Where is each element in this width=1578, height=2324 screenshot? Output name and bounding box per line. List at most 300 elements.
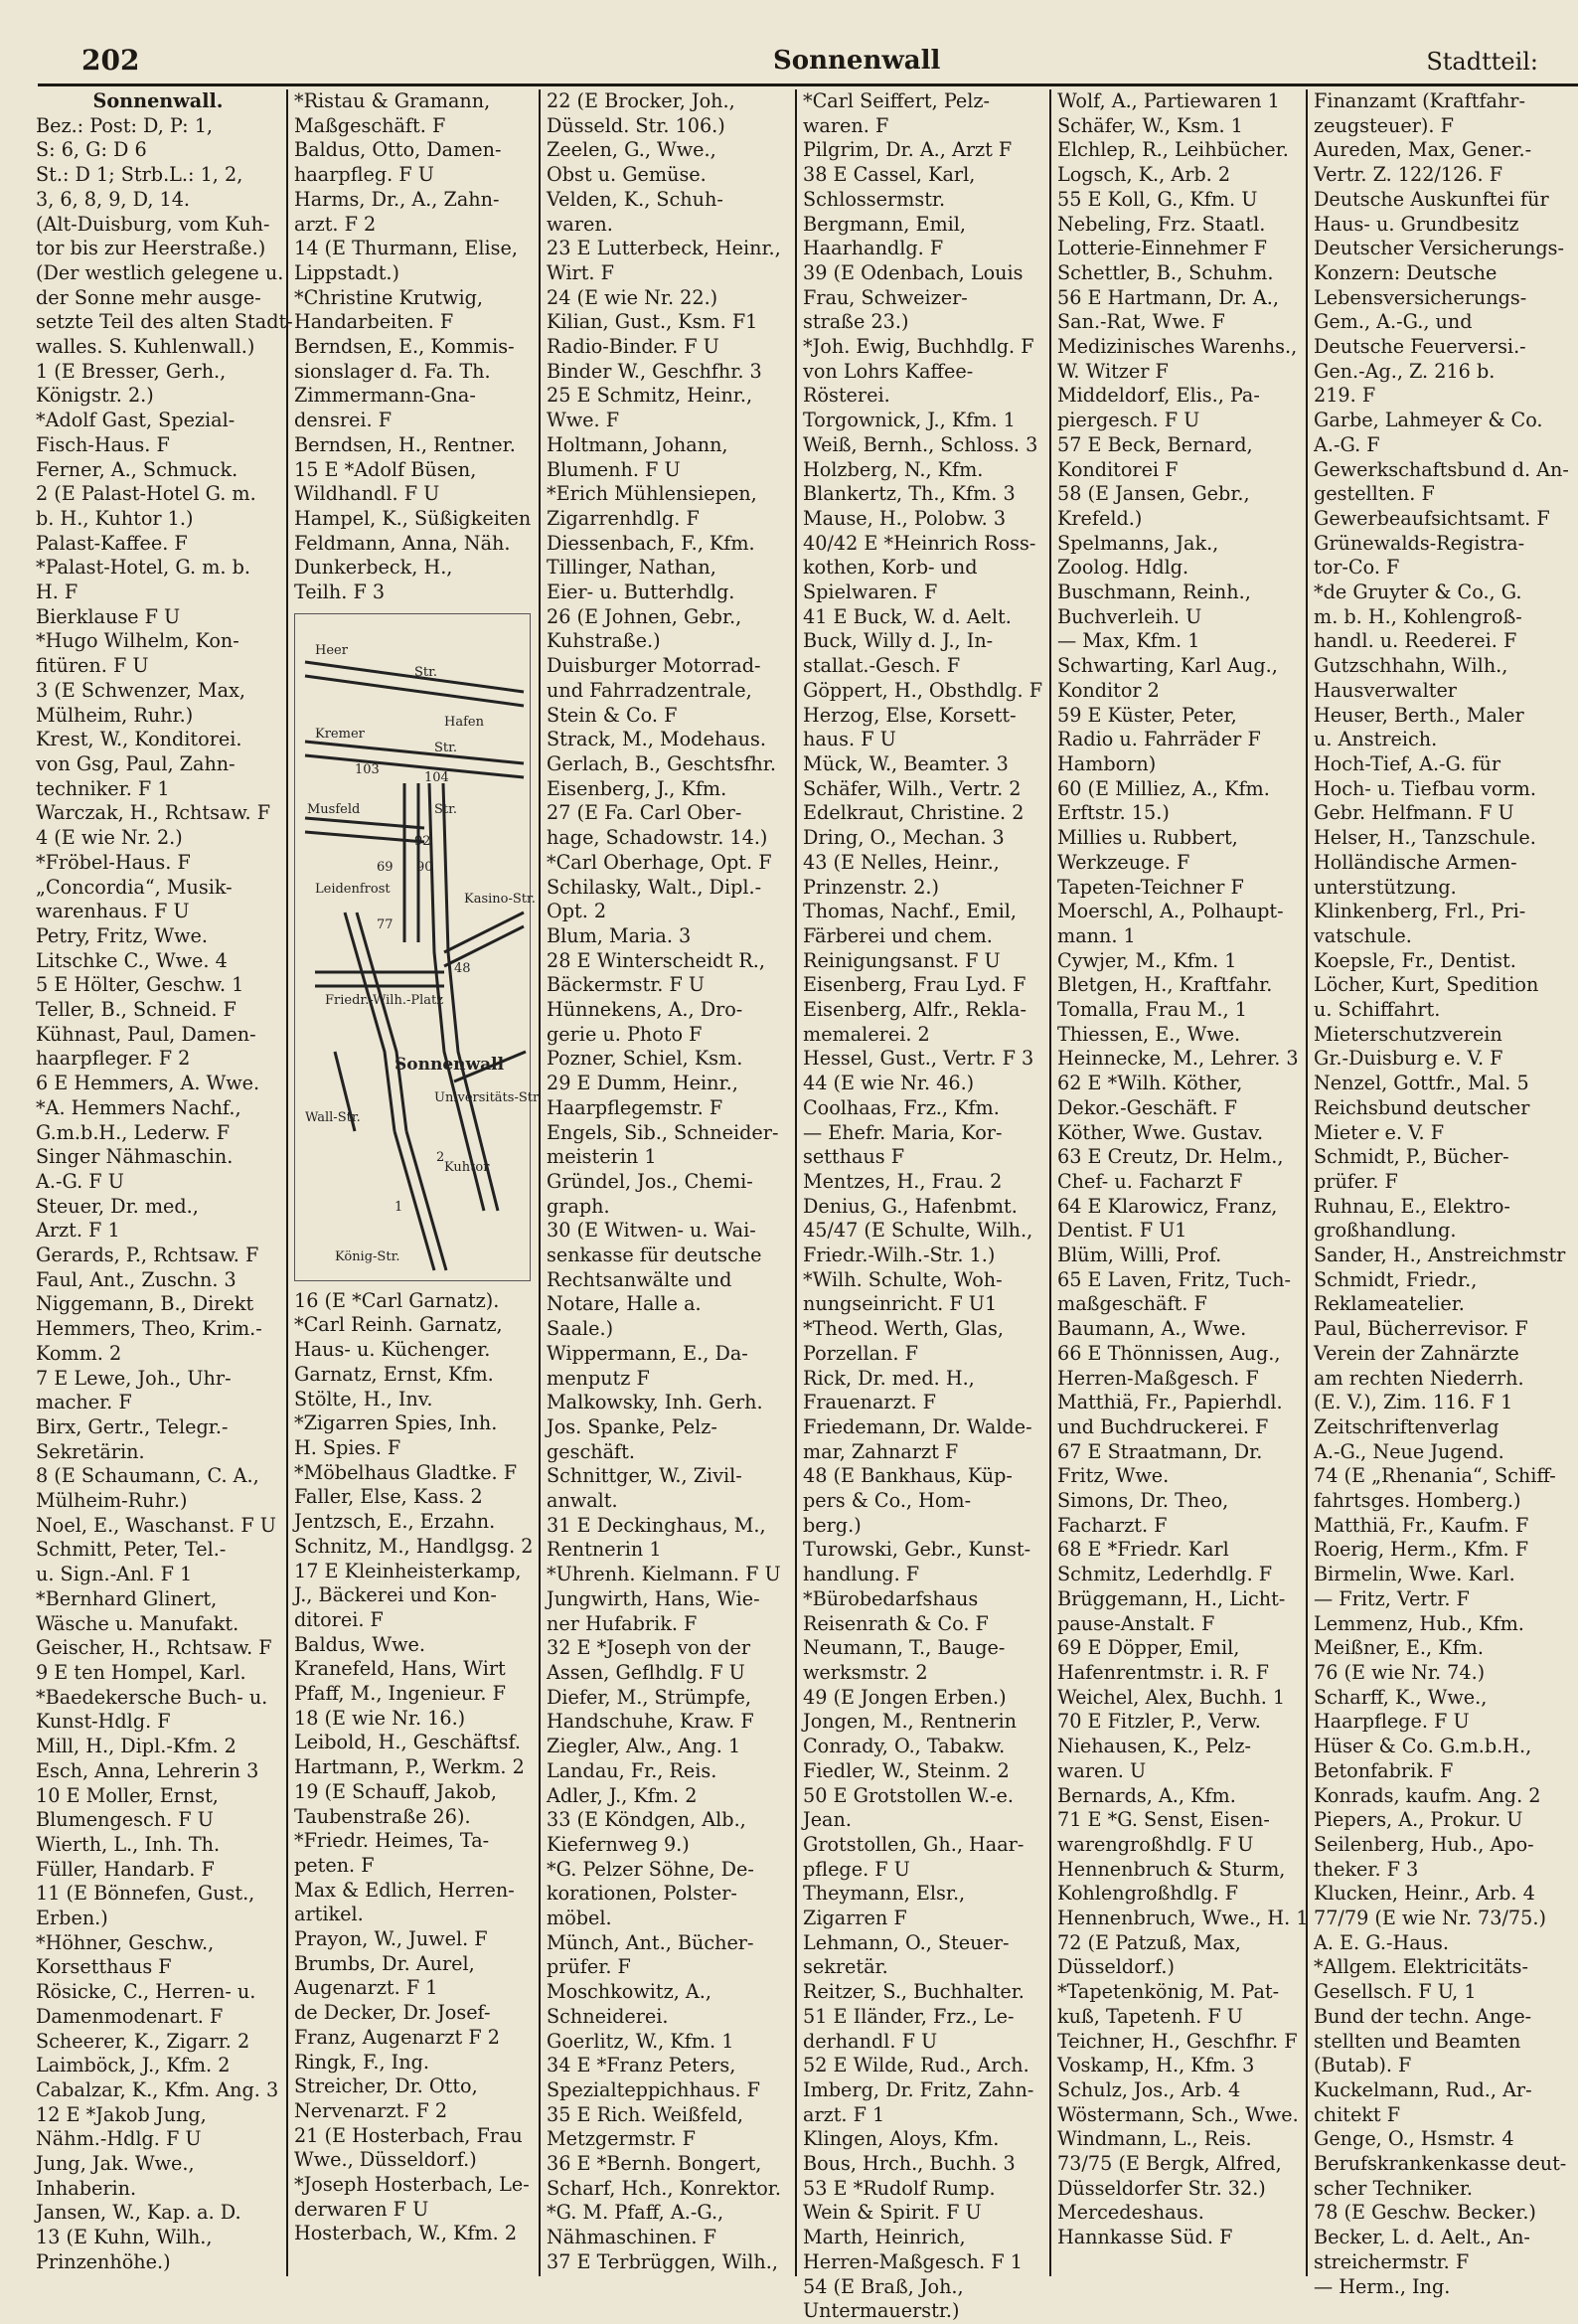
directory-entry-line: und Fahrradzentrale,: [547, 678, 752, 702]
directory-entry-line: Düsseldorf.): [1057, 1955, 1175, 1979]
directory-entry-line: Geischer, H., Rchtsaw. F: [36, 1636, 272, 1660]
directory-entry-line: Fritz, Wwe.: [1057, 1464, 1170, 1488]
directory-entry-line: Hennenbruch & Sturm,: [1057, 1857, 1286, 1881]
directory-entry-line: Marth, Heinrich,: [803, 2226, 966, 2249]
directory-entry-line: 10 E Moller, Ernst,: [36, 1783, 219, 1807]
directory-entry-line: Malkowsky, Inh. Gerh.: [547, 1391, 763, 1414]
directory-entry-line: 77/79 (E wie Nr. 73/75.): [1314, 1907, 1546, 1930]
directory-entry-line: Weichel, Alex, Buchh. 1: [1057, 1685, 1286, 1709]
directory-entry-line: berg.): [803, 1513, 862, 1537]
directory-entry-line: 16 (E *Carl Garnatz).: [294, 1288, 500, 1312]
map-label-90: 90: [416, 859, 433, 875]
directory-entry-line: A.-G., Neue Jugend.: [1314, 1439, 1504, 1463]
directory-entry-line: Zoolog. Hdlg.: [1057, 556, 1189, 580]
directory-entry-line: 32 E *Joseph von der: [547, 1636, 751, 1660]
directory-entry-line: macher. F: [36, 1391, 132, 1414]
directory-entry-line: *Zigarren Spies, Inh.: [294, 1411, 498, 1435]
directory-entry-line: Nähmaschinen. F: [547, 2226, 716, 2249]
directory-entry-line: *Theod. Werth, Glas,: [803, 1317, 1004, 1341]
directory-entry-line: Moschkowitz, A.,: [547, 1980, 711, 2004]
directory-entry-line: A. E. G.-Haus.: [1314, 1930, 1449, 1954]
directory-entry-line: Reisenrath & Co. F: [803, 1611, 989, 1635]
directory-entry-line: Duisburger Motorrad-: [547, 654, 761, 678]
directory-entry-line: Blumenh. F U: [547, 457, 681, 481]
directory-entry-line: Blum, Maria. 3: [547, 923, 692, 947]
directory-entry-line: densrei. F: [294, 409, 393, 432]
directory-entry-line: *Palast-Hotel, G. m. b.: [36, 556, 250, 580]
directory-entry-line: Nähm.-Hdlg. F U: [36, 2127, 202, 2151]
directory-entry-line: 40/42 E *Heinrich Ross-: [803, 531, 1036, 555]
directory-entry-line: scher Techniker.: [1314, 2176, 1473, 2200]
directory-entry-line: graph.: [547, 1194, 610, 1218]
directory-entry-line: Torgownick, J., Kfm. 1: [803, 409, 1016, 432]
directory-entry-line: *Bernhard Glinert,: [36, 1586, 218, 1610]
directory-entry-line: Middeldorf, Elis., Pa-: [1057, 384, 1260, 408]
directory-entry-line: von Gsg, Paul, Zahn-: [36, 751, 236, 775]
directory-entry-line: haarpfleg. F U: [294, 163, 434, 187]
directory-entry-line: 2 (E Palast-Hotel G. m.: [36, 482, 256, 506]
directory-entry-line: u. Anstreich.: [1314, 728, 1438, 751]
directory-entry-line: Konditor 2: [1057, 678, 1160, 702]
directory-entry-line: Düsseld. Str. 106.): [547, 113, 725, 137]
directory-entry-line: Mülheim, Ruhr.): [36, 703, 194, 727]
directory-entry-line: — Herm., Ing.: [1314, 2274, 1451, 2298]
directory-entry-line: Lemmenz, Hub., Kfm.: [1314, 1611, 1524, 1635]
directory-entry-line: Gr.-Duisburg e. V. F: [1314, 1047, 1503, 1071]
directory-entry-line: Streicher, Dr. Otto,: [294, 2075, 478, 2098]
directory-entry-line: mar, Zahnarzt F: [803, 1439, 959, 1463]
directory-entry-line: Franz, Augenarzt F 2: [294, 2025, 500, 2049]
directory-entry-line: Eisenberg, Alfr., Rekla-: [803, 998, 1026, 1022]
map-label-universitaets: Universitäts-Str.: [434, 1089, 542, 1105]
directory-entry-line: Pozner, Schiel, Ksm.: [547, 1047, 743, 1071]
directory-entry-line: ditorei. F: [294, 1607, 384, 1631]
directory-entry-line: sionslager d. Fa. Th.: [294, 359, 491, 383]
directory-entry-line: Garnatz, Ernst, Kfm.: [294, 1362, 494, 1386]
directory-entry-line: Gebr. Helfmann. F U: [1314, 801, 1514, 825]
directory-entry-line: 43 (E Nelles, Heinr.,: [803, 850, 1000, 874]
directory-entry-line: Jung, Jak. Wwe.,: [36, 2152, 195, 2176]
directory-entry-line: Schilasky, Walt., Dipl.-: [547, 875, 762, 899]
directory-entry-line: 1 (E Bresser, Gerh.,: [36, 359, 227, 383]
directory-entry-line: handlung. F: [803, 1563, 920, 1586]
directory-entry-line: 64 E Klarowicz, Franz,: [1057, 1194, 1278, 1218]
directory-entry-line: Hannkasse Süd. F: [1057, 2226, 1233, 2249]
directory-entry-line: Teichner, H., Geschfhr. F: [1057, 2029, 1298, 2053]
map-label-kremer: Kremer: [315, 726, 365, 742]
directory-entry-line: Gewerkschaftsbund d. An-: [1314, 457, 1569, 481]
map-label-kuhtor: Kuhtor: [444, 1159, 490, 1175]
directory-entry-line: Eier- u. Butterhdlg.: [547, 581, 735, 604]
directory-entry-line: Conrady, O., Tabakw.: [803, 1735, 1006, 1758]
directory-entry-line: 60 (E Milliez, A., Kfm.: [1057, 776, 1270, 800]
directory-entry-line: Hoch-Tief, A.-G. für: [1314, 751, 1501, 775]
directory-entry-line: Diessenbach, F., Kfm.: [547, 531, 755, 555]
directory-entry-line: Brüggemann, H., Licht-: [1057, 1586, 1286, 1610]
street-map: [294, 613, 542, 1281]
directory-entry-line: 7 E Lewe, Joh., Uhr-: [36, 1366, 232, 1390]
directory-entry-line: Verein der Zahnärzte: [1314, 1341, 1519, 1365]
directory-entry-line: setzte Teil des alten Stadt-: [36, 310, 293, 334]
directory-entry-line: arzt. F 1: [803, 2102, 885, 2126]
page-number: 202: [81, 44, 140, 77]
column-5: [1051, 89, 1308, 2276]
directory-entry-line: handl. u. Reederei. F: [1314, 629, 1517, 653]
directory-entry-line: unterstützung.: [1314, 875, 1457, 899]
directory-entry-line: Mieter e. V. F: [1314, 1120, 1445, 1144]
directory-entry-line: Wolf, A., Partiewaren 1: [1057, 89, 1280, 112]
directory-entry-line: Lehmann, O., Steuer-: [803, 1930, 1010, 1954]
directory-entry-line: 59 E Küster, Peter,: [1057, 703, 1237, 727]
directory-entry-line: techniker. F 1: [36, 776, 170, 800]
directory-entry-line: Edelkraut, Christine. 2: [803, 801, 1025, 825]
directory-entry-line: Bierklause F U: [36, 604, 181, 628]
directory-entry-line: *Carl Oberhage, Opt. F: [547, 850, 772, 874]
directory-entry-line: Erftstr. 15.): [1057, 801, 1170, 825]
directory-entry-line: Rösterei.: [803, 384, 890, 408]
directory-entry-line: Zigarren F: [803, 1907, 907, 1930]
directory-entry-line: Ziegler, Alw., Ang. 1: [547, 1735, 741, 1758]
directory-entry-line: waren.: [547, 212, 613, 236]
directory-entry-line: Prayon, W., Juwel. F: [294, 1927, 488, 1951]
directory-entry-line: 50 E Grotstollen W.-e.: [803, 1783, 1014, 1807]
directory-entry-line: Kiefernweg 9.): [547, 1832, 690, 1856]
directory-entry-line: (Alt-Duisburg, vom Kuh-: [36, 212, 270, 236]
directory-entry-line: Rechtsanwälte und: [547, 1267, 732, 1291]
directory-entry-line: Korsetthaus F: [36, 1955, 172, 1979]
directory-entry-line: Jean.: [803, 1808, 852, 1832]
directory-entry-line: 70 E Fitzler, P., Verw.: [1057, 1710, 1261, 1734]
directory-entry-line: Theymann, Elsr.,: [803, 1882, 966, 1906]
directory-entry-line: *G. Pelzer Söhne, De-: [547, 1857, 754, 1881]
directory-entry-line: 6 E Hemmers, A. Wwe.: [36, 1072, 260, 1095]
directory-entry-line: Harms, Dr., A., Zahn-: [294, 187, 500, 211]
directory-entry-line: Hoch- u. Tiefbau vorm.: [1314, 776, 1536, 800]
directory-entry-line: Zeelen, G., Wwe.,: [547, 138, 716, 162]
directory-entry-line: Wwe. F: [547, 409, 620, 432]
directory-entry-line: 41 E Buck, W. d. Aelt.: [803, 604, 1012, 628]
directory-entry-line: Porzellan. F: [803, 1341, 918, 1365]
directory-entry-line: Weiß, Bernh., Schloss. 3: [803, 432, 1038, 456]
directory-entry-line: Herzog, Else, Korsett-: [803, 703, 1017, 727]
directory-entry-line: Klinkenberg, Frl., Pri-: [1314, 900, 1526, 923]
directory-entry-line: Millies u. Rubbert,: [1057, 826, 1238, 850]
directory-entry-line: Thiessen, E., Wwe.: [1057, 1022, 1241, 1046]
directory-entry-line: Konrads, kaufm. Ang. 2: [1314, 1783, 1541, 1807]
directory-entry-line: Stölte, H., Inv.: [294, 1387, 433, 1411]
directory-entry-line: Helser, H., Tanzschule.: [1314, 826, 1536, 850]
directory-entry-line: derhandl. F U: [803, 2029, 938, 2053]
page-title: Sonnenwall: [773, 46, 941, 76]
directory-entry-line: Königstr. 2.): [36, 384, 154, 408]
directory-entry-line: Velden, K., Schuh-: [547, 187, 723, 211]
directory-entry-line: *Erich Mühlensiepen,: [547, 482, 757, 506]
directory-entry-line: 19 (E Schauff, Jakob,: [294, 1779, 497, 1803]
directory-entry-line: menputz F: [547, 1366, 650, 1390]
directory-entry-line: peten. F: [294, 1853, 375, 1877]
directory-entry-line: Lotterie-Einnehmer F: [1057, 237, 1267, 260]
directory-entry-line: Roerig, Herm., Kfm. F: [1314, 1538, 1529, 1562]
directory-entry-line: walles. S. Kuhlenwall.): [36, 335, 255, 359]
directory-entry-line: Reinigungsanst. F U: [803, 948, 1001, 972]
directory-entry-line: chitekt F: [1314, 2102, 1401, 2126]
directory-entry-line: Imberg, Dr. Fritz, Zahn-: [803, 2077, 1034, 2101]
directory-entry-line: 34 E *Franz Peters,: [547, 2054, 736, 2077]
directory-entry-line: Holländische Armen-: [1314, 850, 1517, 874]
directory-entry-line: straße 23.): [803, 310, 909, 334]
directory-entry-line: Metzgermstr. F: [547, 2127, 696, 2151]
map-label-sonnenwall: Sonnenwall: [394, 1054, 505, 1075]
directory-entry-line: Damenmodenart. F: [36, 2004, 224, 2028]
directory-entry-line: Becker, L. d. Aelt., An-: [1314, 2226, 1530, 2249]
directory-entry-line: Radio-Binder. F U: [547, 335, 719, 359]
directory-entry-line: Schettler, B., Schuhm.: [1057, 260, 1274, 284]
directory-entry-line: Krest, W., Konditorei.: [36, 728, 242, 751]
directory-entry-line: Ruhnau, E., Elektro-: [1314, 1194, 1510, 1218]
map-label-kasino: Kasino-Str.: [464, 891, 536, 907]
directory-entry-line: prüfer. F: [547, 1955, 631, 1979]
directory-entry-line: 28 E Winterscheidt R.,: [547, 948, 765, 972]
directory-entry-line: Max & Edlich, Herren-: [294, 1878, 515, 1902]
directory-entry-line: San.-Rat, Wwe. F: [1057, 310, 1225, 334]
directory-entry-line: Sekretärin.: [36, 1439, 145, 1463]
directory-entry-line: Logsch, K., Arb. 2: [1057, 163, 1231, 187]
directory-entry-line: Scharf, Hch., Konrektor.: [547, 2176, 781, 2200]
directory-entry-line: Köther, Wwe. Gustav.: [1057, 1120, 1264, 1144]
directory-entry-line: Neumann, T., Bauge-: [803, 1636, 1006, 1660]
map-label-str1: Str.: [414, 664, 438, 680]
directory-entry-line: Landau, Fr., Reis.: [547, 1758, 717, 1782]
directory-entry-line: — Max, Kfm. 1: [1057, 629, 1200, 653]
directory-entry-line: Bez.: Post: D, P: 1,: [36, 113, 214, 137]
column-2: [288, 89, 541, 2276]
directory-entry-line: Zeitschriftenverlag: [1314, 1414, 1499, 1438]
directory-entry-line: Palast-Kaffee. F: [36, 531, 188, 555]
directory-entry-line: Reklameatelier.: [1314, 1292, 1465, 1316]
map-label-hafen: Hafen: [444, 714, 484, 730]
directory-entry-line: Turowski, Gebr., Kunst-: [803, 1538, 1031, 1562]
directory-entry-line: Münch, Ant., Bücher-: [547, 1930, 754, 1954]
directory-entry-line: Lippstadt.): [294, 260, 400, 284]
directory-entry-line: Spielwaren. F: [803, 581, 938, 604]
directory-entry-line: Adler, J., Kfm. 2: [547, 1783, 698, 1807]
directory-entry-line: haarpfleger. F 2: [36, 1047, 191, 1071]
directory-entry-line: Blankertz, Th., Kfm. 3: [803, 482, 1016, 506]
directory-entry-line: Kunst-Hdlg. F: [36, 1710, 171, 1734]
directory-entry-line: Augenarzt. F 1: [294, 1976, 438, 2000]
directory-entry-line: haus. F U: [803, 728, 896, 751]
directory-entry-line: *Carl Reinh. Garnatz,: [294, 1313, 503, 1337]
directory-entry-line: Wierth, L., Inh. Th.: [36, 1832, 221, 1856]
directory-entry-line: Hafenrentmstr. i. R. F: [1057, 1661, 1269, 1684]
directory-entry-line: Wirt. F: [547, 260, 614, 284]
map-label-92: 92: [414, 833, 431, 849]
directory-entry-line: m. b. H., Kohlengroß-: [1314, 604, 1522, 628]
directory-entry-line: *Joh. Ewig, Buchhdlg. F: [803, 335, 1034, 359]
directory-entry-line: Kuckelmann, Rud., Ar-: [1314, 2077, 1532, 2101]
directory-entry-line: Löcher, Kurt, Spedition: [1314, 973, 1539, 997]
directory-entry-line: Medizinisches Warenhs.,: [1057, 335, 1298, 359]
directory-entry-line: Göppert, H., Obsthdlg. F: [803, 678, 1043, 702]
directory-entry-line: Hünnekens, A., Dro-: [547, 998, 743, 1022]
directory-entry-line: Strack, M., Modehaus.: [547, 728, 766, 751]
directory-entry-line: Faller, Else, Kass. 2: [294, 1485, 483, 1509]
directory-entry-line: Radio u. Fahrräder F: [1057, 728, 1261, 751]
directory-entry-line: Buchverleih. U: [1057, 604, 1202, 628]
directory-entry-line: korationen, Polster-: [547, 1882, 737, 1906]
directory-entry-line: stallat.-Gesch. F: [803, 654, 961, 678]
directory-entry-line: 53 E *Rudolf Rump.: [803, 2176, 996, 2200]
directory-entry-line: Moerschl, A., Polhaupt-: [1057, 900, 1284, 923]
directory-entry-line: Jongen, M., Rentnerin: [803, 1710, 1017, 1734]
directory-entry-line: Gewerbeaufsichtsamt. F: [1314, 506, 1550, 530]
directory-entry-line: stellten und Beamten: [1314, 2029, 1521, 2053]
directory-entry-line: 3, 6, 8, 9, D, 14.: [36, 187, 191, 211]
directory-entry-line: fahrtsges. Homberg.): [1314, 1489, 1521, 1513]
street-heading: Sonnenwall.: [92, 89, 224, 112]
directory-entry-line: Notare, Halle a.: [547, 1292, 702, 1316]
directory-entry-line: tor bis zur Heerstraße.): [36, 237, 266, 260]
directory-entry-line: Blumengesch. F U: [36, 1808, 214, 1832]
directory-entry-line: senkasse für deutsche: [547, 1244, 762, 1267]
directory-entry-line: Zimmermann-Gna-: [294, 384, 476, 408]
directory-entry-line: Gründel, Jos., Chemi-: [547, 1169, 753, 1193]
directory-entry-line: Koepsle, Fr., Dentist.: [1314, 948, 1516, 972]
directory-entry-line: Grünewalds-Registra-: [1314, 531, 1525, 555]
directory-entry-line: großhandlung.: [1314, 1219, 1457, 1243]
directory-entry-line: Wein & Spirit. F U: [803, 2201, 982, 2225]
directory-entry-line: 22 (E Brocker, Joh.,: [547, 89, 735, 112]
directory-entry-line: 57 E Beck, Bernard,: [1057, 432, 1253, 456]
map-label-wall: Wall-Str.: [305, 1109, 361, 1125]
directory-entry-line: Hemmers, Theo, Krim.-: [36, 1317, 262, 1341]
directory-entry-line: 31 E Deckinghaus, M.,: [547, 1513, 766, 1537]
directory-entry-line: pflege. F U: [803, 1857, 910, 1881]
directory-entry-line: J., Bäckerei und Kon-: [294, 1583, 497, 1607]
directory-entry-line: Finanzamt (Kraftfahr-: [1314, 89, 1525, 112]
directory-entry-line: Opt. 2: [547, 900, 607, 923]
directory-entry-line: 14 (E Thurmann, Elise,: [294, 237, 518, 260]
directory-entry-line: Dring, O., Mechan. 3: [803, 826, 1005, 850]
directory-entry-line: Arzt. F 1: [36, 1219, 120, 1243]
directory-entry-line: 12 E *Jakob Jung,: [36, 2102, 207, 2126]
directory-entry-line: Frauenarzt. F: [803, 1391, 936, 1414]
directory-entry-line: Nebeling, Frz. Staatl.: [1057, 212, 1266, 236]
directory-entry-line: Jungwirth, Hans, Wie-: [547, 1586, 760, 1610]
directory-entry-line: Herren-Maßgesch. F 1: [803, 2249, 1023, 2273]
directory-entry-line: Petry, Fritz, Wwe.: [36, 923, 209, 947]
map-label-heer: Heer: [315, 642, 348, 658]
directory-entry-line: 56 E Hartmann, Dr. A.,: [1057, 285, 1279, 309]
directory-entry-line: Rick, Dr. med. H.,: [803, 1366, 975, 1390]
directory-entry-line: Klingen, Aloys, Kfm.: [803, 2127, 1000, 2151]
directory-entry-line: Piepers, A., Prokur. U: [1314, 1808, 1523, 1832]
directory-entry-line: artikel.: [294, 1903, 364, 1926]
directory-entry-line: St.: D 1; Strb.L.: 1, 2,: [36, 163, 243, 187]
directory-entry-line: pers & Co., Hom-: [803, 1489, 972, 1513]
directory-entry-line: 27 (E Fa. Carl Ober-: [547, 801, 742, 825]
directory-entry-line: *Uhrenh. Kielmann. F U: [547, 1563, 781, 1586]
directory-entry-line: Birmelin, Wwe. Karl.: [1314, 1563, 1515, 1586]
directory-entry-line: 39 (E Odenbach, Louis: [803, 260, 1024, 284]
directory-entry-line: 37 E Terbrüggen, Wilh.,: [547, 2249, 778, 2273]
directory-entry-line: 69 E Döpper, Emil,: [1057, 1636, 1240, 1660]
directory-entry-line: Noel, E., Waschanst. F U: [36, 1513, 276, 1537]
directory-entry-line: Rösicke, C., Herren- u.: [36, 1980, 256, 2004]
directory-entry-line: W. Witzer F: [1057, 359, 1169, 383]
directory-entry-line: Gen.-Ag., Z. 216 b.: [1314, 359, 1496, 383]
directory-entry-line: Warczak, H., Rchtsaw. F: [36, 801, 271, 825]
directory-entry-line: 17 E Kleinheisterkamp,: [294, 1559, 522, 1582]
directory-entry-line: 4 (E wie Nr. 2.): [36, 826, 183, 850]
map-label-1: 1: [394, 1199, 403, 1215]
directory-entry-line: S: 6, G: D 6: [36, 138, 147, 162]
directory-entry-line: Gem., A.-G., und: [1314, 310, 1473, 334]
directory-entry-line: 9 E ten Hompel, Karl.: [36, 1661, 246, 1684]
directory-entry-line: de Decker, Dr. Josef-: [294, 2001, 491, 2025]
directory-entry-line: geschäft.: [547, 1439, 635, 1463]
directory-entry-line: Friedr.-Wilh.-Str. 1.): [803, 1244, 996, 1267]
directory-entry-line: b. H., Kuhtor 1.): [36, 506, 194, 530]
map-label-104: 104: [424, 769, 449, 785]
directory-entry-line: vatschule.: [1314, 923, 1412, 947]
directory-entry-line: *Baedekersche Buch- u.: [36, 1685, 268, 1709]
directory-entry-line: Herren-Maßgesch. F: [1057, 1366, 1259, 1390]
directory-entry-line: Mieterschutzverein: [1314, 1022, 1502, 1046]
directory-entry-line: Mause, H., Polobw. 3: [803, 506, 1007, 530]
directory-entry-line: Erben.): [36, 1907, 108, 1930]
column-3: [541, 89, 797, 2276]
directory-entry-line: gerie u. Photo F: [547, 1022, 703, 1046]
directory-entry-line: Binder W., Geschfhr. 3: [547, 359, 762, 383]
directory-entry-line: Ferner, A., Schmuck.: [36, 457, 238, 481]
directory-entry-line: sekretär.: [803, 1955, 888, 1979]
directory-entry-line: Obst u. Gemüse.: [547, 163, 707, 187]
directory-entry-line: meisterin 1: [547, 1145, 657, 1169]
map-label-103: 103: [355, 761, 380, 777]
directory-entry-line: Coolhaas, Frz., Kfm.: [803, 1095, 1000, 1119]
directory-entry-line: *Allgem. Elektricitäts-: [1314, 1955, 1528, 1979]
directory-entry-line: Leibold, H., Geschäftsf.: [294, 1731, 521, 1754]
directory-entry-line: Haus- u. Küchenger.: [294, 1338, 491, 1362]
directory-entry-line: Hartmann, P., Werkm. 2: [294, 1755, 525, 1779]
directory-entry-line: Haarhandlg. F: [803, 237, 944, 260]
directory-entry-line: 54 (E Braß, Joh.,: [803, 2274, 964, 2298]
directory-entry-line: Deutsche Auskunftei für: [1314, 187, 1549, 211]
directory-entry-line: Pilgrim, Dr. A., Arzt F: [803, 138, 1013, 162]
directory-entry-line: 13 (E Kuhn, Wilh.,: [36, 2226, 213, 2249]
directory-entry-line: *Fröbel-Haus. F: [36, 850, 191, 874]
directory-entry-line: Hennenbruch, Wwe., H. 1: [1057, 1907, 1309, 1930]
map-label-77: 77: [377, 916, 394, 932]
directory-entry-line: Gesellsch. F U, 1: [1314, 1980, 1477, 2004]
directory-entry-line: 49 (E Jongen Erben.): [803, 1685, 1007, 1709]
directory-entry-line: Prinzenhöhe.): [36, 2249, 171, 2273]
directory-entry-line: 66 E Thönnissen, Aug.,: [1057, 1341, 1281, 1365]
directory-entry-line: — Ehefr. Maria, Kor-: [803, 1120, 1003, 1144]
directory-entry-line: Maßgeschäft. F: [294, 113, 446, 137]
directory-entry-line: Nervenarzt. F 2: [294, 2098, 448, 2122]
directory-entry-line: u. Sign.-Anl. F 1: [36, 1563, 193, 1586]
directory-entry-line: Reitzer, S., Buchhalter.: [803, 1980, 1025, 2004]
directory-entry-line: Vertr. Z. 122/126. F: [1314, 163, 1503, 187]
directory-entry-line: *Carl Seiffert, Pelz-: [803, 89, 990, 112]
directory-entry-line: Taubenstraße 26).: [294, 1804, 471, 1828]
directory-entry-line: Bletgen, H., Kraftfahr.: [1057, 973, 1273, 997]
directory-entry-line: Assen, Geflhdlg. F U: [547, 1661, 745, 1684]
directory-entry-line: Berufskrankenkasse deut-: [1314, 2152, 1567, 2176]
directory-entry-line: 18 (E wie Nr. 16.): [294, 1706, 466, 1730]
